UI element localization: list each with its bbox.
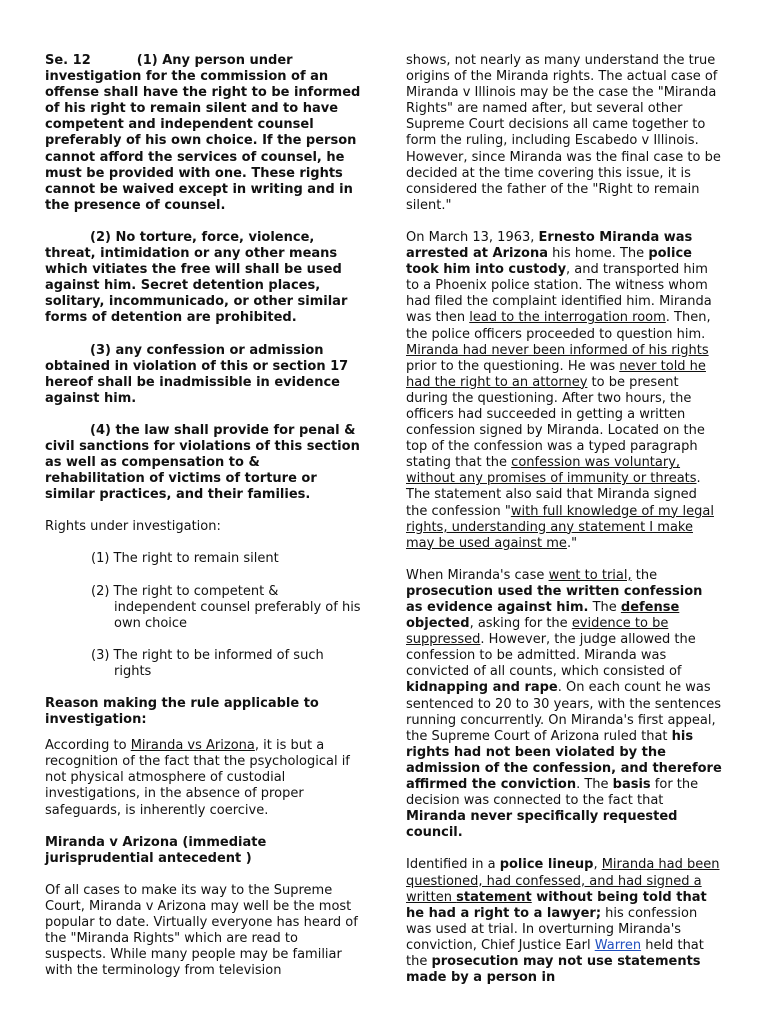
trial-paragraph: When Miranda's case went to trial, the prosecution used the written confession as evidence against him. The defense objected, asking for the evidence to be suppressed. However, the judge allowed the confession to be admitted. Miranda was convicted of all counts, which consisted of kidnapping and rape. On each count he was sentenced to 20 to 30 years, with the sentences running concurrently. On Miranda's first appeal, the Supreme Court of Arizona ruled that his rights had not been violated by the admission of the confession, and therefore affirmed the conviction. The basis for the decision was connected to the fact that Miranda never specifically requested council. bbox=[406, 567, 722, 841]
left-column bbox=[45, 53, 363, 995]
rights-item-3: (3) The right to be informed of such rights bbox=[91, 647, 324, 679]
miranda-vs-arizona-link[interactable]: Miranda vs Arizona bbox=[130, 738, 255, 754]
right-column bbox=[406, 53, 722, 1002]
section-label: Se. 12 bbox=[45, 53, 91, 68]
reason-heading: Reason making the rule applicable to investigation: bbox=[45, 696, 319, 728]
section-12-para-4: (4) the law shall provide for penal & civil sanctions for violations of this section as well as compensation to & rehabilitation of victims of torture or similar practices, and their families. bbox=[45, 422, 360, 503]
section-12-para-3: (3) any confession or admission obtained in violation of this or section 17 hereof shall be inadmissible in evidence against him. bbox=[45, 342, 349, 406]
section-12-para-1: Se. 12 (1) Any person under investigation for the commission of an offense shall have the right to be informed of his right to remain silent and to have competent and independent counsel preferably of his own choice. If the person cannot afford the services of counsel, he must be provided with one. These rights cannot be waived except in writing and in the presence of counsel. bbox=[45, 53, 361, 213]
miranda-heading: Miranda v Arizona (immediate jurisprudential antecedent ) bbox=[45, 834, 267, 866]
arrest-paragraph: On March 13, 1963, Ernesto Miranda was arrested at Arizona his home. The police took him into custody, and transported him to a Phoenix police station. The witness whom had filed the complaint identified him. Miranda was then lead to the interrogation room. Then, the police officers proceeded to question him. Miranda had never been informed of his rights prior to the questioning. He was never told he had the right to an attorney to be present during the questioning. After two hours, the officers had succeeded in getting a written confession signed by Miranda. Located on the top of the confession was a typed paragraph stating that the confession was voluntary, without any promises of immunity or threats. The statement also said that Miranda signed the confession "with full knowledge of my legal rights, understanding any statement I make may be used against me." bbox=[406, 229, 714, 551]
lineup-paragraph: Identified in a police lineup, Miranda had been questioned, had confessed, and had signed a written statement without being told that he had a right to a lawyer; his confession was used at trial. In overturning Miranda's conviction, Chief Justice Earl Warren held that the prosecution may not use statements made by a person in bbox=[406, 857, 720, 986]
reason-paragraph: According to Miranda vs Arizona, it is but a recognition of the fact that the psychological if not physical atmosphere of custodial investigations, in the absence of proper safeguards, is inherently coercive. bbox=[45, 738, 350, 818]
origins-paragraph: shows, not nearly as many understand the true origins of the Miranda rights. The actual case of Miranda v Illinois may be the case the "Miranda Rights" are named after, but several other Supreme Court decisions all came together to form the ruling, including Escabedo v Illinois. However, since Miranda was the final case to be decided at the time covering this issue, it is considered the father of the "Right to remain silent." bbox=[406, 53, 721, 213]
rights-heading: Rights under investigation: bbox=[45, 519, 221, 535]
miranda-intro-paragraph: Of all cases to make its way to the Supreme Court, Miranda v Arizona may well be the most popular to date. Virtually everyone has heard of the "Miranda Rights" which are read to suspects. While many people may be familiar with the terminology from television bbox=[45, 882, 358, 979]
rights-item-2: (2) The right to competent & independent counsel preferably of his own choice bbox=[91, 583, 361, 631]
rights-item-1: (1) The right to remain silent bbox=[91, 551, 279, 567]
section-12-para-2: (2) No torture, force, violence, threat, intimidation or any other means which vitiates the free will shall be used against him. Secret detention places, solitary, incommunicado, or other similar forms of detention are prohibited. bbox=[45, 229, 348, 326]
warren-link[interactable]: Warren bbox=[594, 937, 642, 953]
